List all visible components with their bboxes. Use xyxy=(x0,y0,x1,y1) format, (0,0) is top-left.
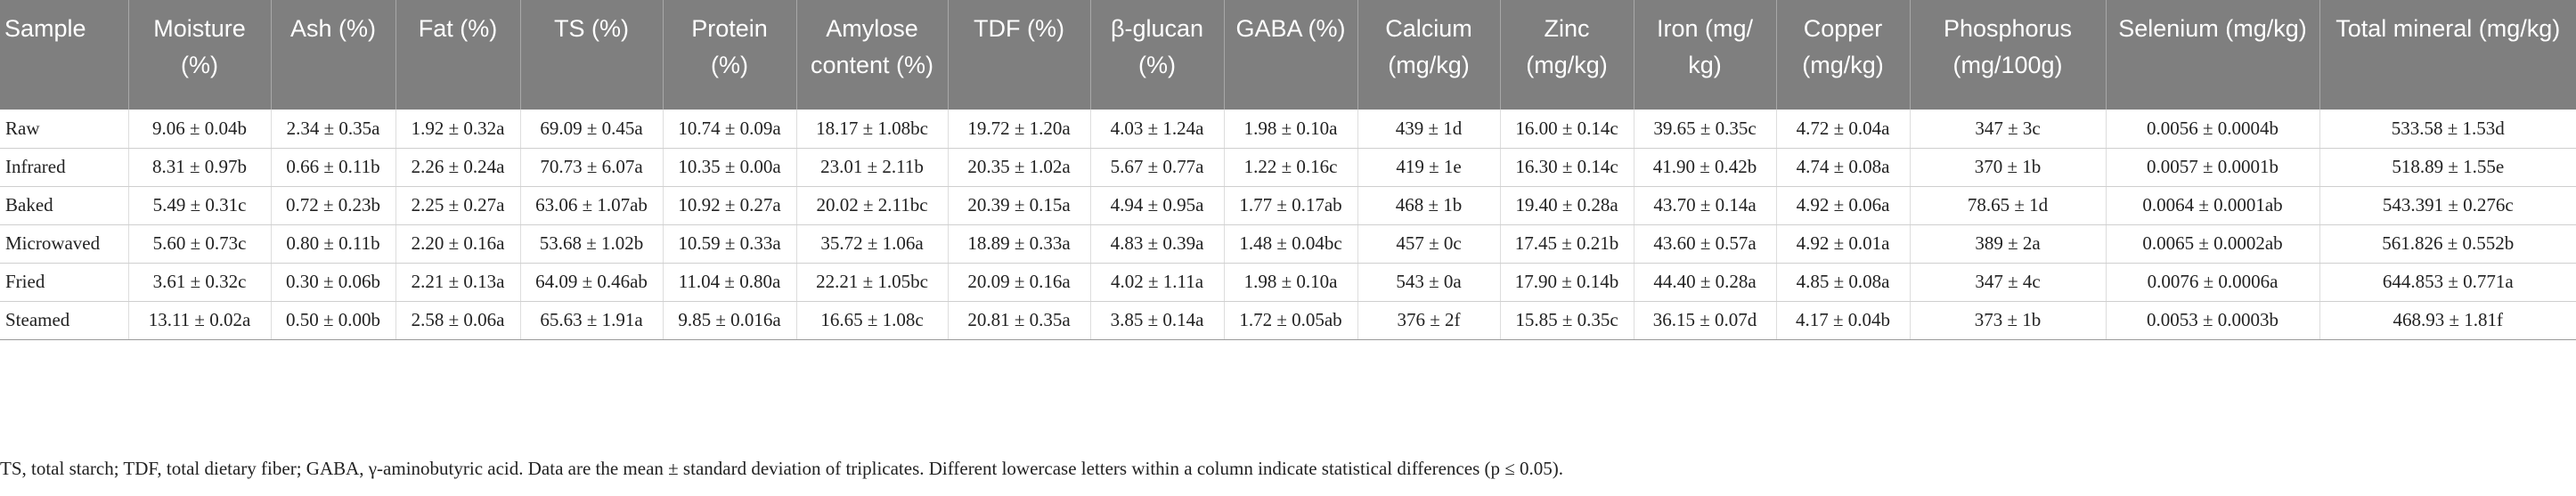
table-cell: 0.0057 ± 0.0001b xyxy=(2106,148,2319,186)
column-header-tdf: TDF (%) xyxy=(948,0,1090,110)
table-cell: 1.48 ± 0.04bc xyxy=(1224,224,1357,263)
column-header-copper: Copper (mg/kg) xyxy=(1776,0,1910,110)
table-cell: 2.58 ± 0.06a xyxy=(395,301,520,339)
table-cell: 18.89 ± 0.33a xyxy=(948,224,1090,263)
table-cell: 389 ± 2a xyxy=(1910,224,2106,263)
table-cell: 35.72 ± 1.06a xyxy=(796,224,948,263)
table-cell: 543.391 ± 0.276c xyxy=(2319,186,2576,224)
table-cell: 16.30 ± 0.14c xyxy=(1500,148,1634,186)
table-cell: 10.59 ± 0.33a xyxy=(663,224,796,263)
table-cell: 0.0076 ± 0.0006a xyxy=(2106,263,2319,301)
table-cell: 18.17 ± 1.08bc xyxy=(796,110,948,148)
table-cell: 347 ± 4c xyxy=(1910,263,2106,301)
table-cell: 4.17 ± 0.04b xyxy=(1776,301,1910,339)
table-cell: 0.0056 ± 0.0004b xyxy=(2106,110,2319,148)
table-cell: 4.74 ± 0.08a xyxy=(1776,148,1910,186)
table-cell: 13.11 ± 0.02a xyxy=(128,301,271,339)
table-cell: 63.06 ± 1.07ab xyxy=(520,186,663,224)
table-cell: 4.83 ± 0.39a xyxy=(1090,224,1224,263)
table-cell: 53.68 ± 1.02b xyxy=(520,224,663,263)
table-cell: 376 ± 2f xyxy=(1357,301,1500,339)
table-cell: 644.853 ± 0.771a xyxy=(2319,263,2576,301)
table-cell: 439 ± 1d xyxy=(1357,110,1500,148)
table-cell: 457 ± 0c xyxy=(1357,224,1500,263)
column-header-ts: TS (%) xyxy=(520,0,663,110)
table-cell: 20.09 ± 0.16a xyxy=(948,263,1090,301)
sample-name-cell: Infrared xyxy=(0,148,128,186)
table-cell: 69.09 ± 0.45a xyxy=(520,110,663,148)
table-cell: 5.60 ± 0.73c xyxy=(128,224,271,263)
column-header-protein: Protein (%) xyxy=(663,0,796,110)
column-header-zinc: Zinc (mg/kg) xyxy=(1500,0,1634,110)
table-cell: 10.92 ± 0.27a xyxy=(663,186,796,224)
table-cell: 16.00 ± 0.14c xyxy=(1500,110,1634,148)
table-cell: 1.92 ± 0.32a xyxy=(395,110,520,148)
sample-name-cell: Steamed xyxy=(0,301,128,339)
column-header-calcium: Calcium (mg/kg) xyxy=(1357,0,1500,110)
table-cell: 10.74 ± 0.09a xyxy=(663,110,796,148)
column-header-ash: Ash (%) xyxy=(271,0,395,110)
column-header-total-mineral: Total mineral (mg/kg) xyxy=(2319,0,2576,110)
table-cell: 65.63 ± 1.91a xyxy=(520,301,663,339)
table-cell: 20.81 ± 0.35a xyxy=(948,301,1090,339)
column-header-amylose: Amylose content (%) xyxy=(796,0,948,110)
column-header-gaba: GABA (%) xyxy=(1224,0,1357,110)
table-cell: 17.90 ± 0.14b xyxy=(1500,263,1634,301)
table-cell: 16.65 ± 1.08c xyxy=(796,301,948,339)
table-cell: 3.85 ± 0.14a xyxy=(1090,301,1224,339)
table-cell: 15.85 ± 0.35c xyxy=(1500,301,1634,339)
table-cell: 0.72 ± 0.23b xyxy=(271,186,395,224)
table-cell: 0.80 ± 0.11b xyxy=(271,224,395,263)
table-cell: 468.93 ± 1.81f xyxy=(2319,301,2576,339)
table-cell: 9.06 ± 0.04b xyxy=(128,110,271,148)
table-header xyxy=(0,0,2576,110)
table-cell: 8.31 ± 0.97b xyxy=(128,148,271,186)
table-cell: 43.60 ± 0.57a xyxy=(1634,224,1776,263)
table-cell: 419 ± 1e xyxy=(1357,148,1500,186)
header-row xyxy=(0,0,2576,110)
table-cell: 373 ± 1b xyxy=(1910,301,2106,339)
table-cell: 39.65 ± 0.35c xyxy=(1634,110,1776,148)
table-cell: 2.20 ± 0.16a xyxy=(395,224,520,263)
table-row xyxy=(0,148,2576,186)
table-cell: 20.35 ± 1.02a xyxy=(948,148,1090,186)
column-header-phosphorus: Phosphorus (mg/100g) xyxy=(1910,0,2106,110)
table-cell: 468 ± 1b xyxy=(1357,186,1500,224)
table-cell: 1.98 ± 0.10a xyxy=(1224,110,1357,148)
table-cell: 4.92 ± 0.06a xyxy=(1776,186,1910,224)
table-cell: 0.66 ± 0.11b xyxy=(271,148,395,186)
table-cell: 370 ± 1b xyxy=(1910,148,2106,186)
table-cell: 20.39 ± 0.15a xyxy=(948,186,1090,224)
table-cell: 22.21 ± 1.05bc xyxy=(796,263,948,301)
table-cell: 518.89 ± 1.55e xyxy=(2319,148,2576,186)
table-cell: 0.0064 ± 0.0001ab xyxy=(2106,186,2319,224)
table-cell: 2.34 ± 0.35a xyxy=(271,110,395,148)
table-cell: 0.0053 ± 0.0003b xyxy=(2106,301,2319,339)
column-header-moisture: Moisture (%) xyxy=(128,0,271,110)
table-cell: 5.67 ± 0.77a xyxy=(1090,148,1224,186)
sample-name-cell: Fried xyxy=(0,263,128,301)
table-cell: 4.92 ± 0.01a xyxy=(1776,224,1910,263)
table-cell: 9.85 ± 0.016a xyxy=(663,301,796,339)
table-cell: 19.40 ± 0.28a xyxy=(1500,186,1634,224)
table-cell: 44.40 ± 0.28a xyxy=(1634,263,1776,301)
table-cell: 23.01 ± 2.11b xyxy=(796,148,948,186)
column-header-sample: Sample xyxy=(0,0,128,110)
table-cell: 2.21 ± 0.13a xyxy=(395,263,520,301)
table-cell: 19.72 ± 1.20a xyxy=(948,110,1090,148)
column-header-beta-glucan: β-glucan (%) xyxy=(1090,0,1224,110)
table-cell: 2.26 ± 0.24a xyxy=(395,148,520,186)
table-cell: 64.09 ± 0.46ab xyxy=(520,263,663,301)
table-footnote: TS, total starch; TDF, total dietary fiber; GABA, γ-aminobutyric acid. Data are the mean ± standard deviation of triplicates. Different lowercase letters within a column indicate statistical differences (p ≤ 0.05). xyxy=(0,458,1564,479)
table-cell: 78.65 ± 1d xyxy=(1910,186,2106,224)
table-cell: 0.30 ± 0.06b xyxy=(271,263,395,301)
table-cell: 2.25 ± 0.27a xyxy=(395,186,520,224)
table-cell: 543 ± 0a xyxy=(1357,263,1500,301)
sample-name-cell: Raw xyxy=(0,110,128,148)
table-cell: 5.49 ± 0.31c xyxy=(128,186,271,224)
table-cell: 1.98 ± 0.10a xyxy=(1224,263,1357,301)
table-cell: 41.90 ± 0.42b xyxy=(1634,148,1776,186)
table-body xyxy=(0,110,2576,339)
table-cell: 1.77 ± 0.17ab xyxy=(1224,186,1357,224)
column-header-fat: Fat (%) xyxy=(395,0,520,110)
table-cell: 4.94 ± 0.95a xyxy=(1090,186,1224,224)
table-cell: 43.70 ± 0.14a xyxy=(1634,186,1776,224)
table-row xyxy=(0,301,2576,339)
table-cell: 1.72 ± 0.05ab xyxy=(1224,301,1357,339)
table-cell: 20.02 ± 2.11bc xyxy=(796,186,948,224)
table-row xyxy=(0,224,2576,263)
table-cell: 1.22 ± 0.16c xyxy=(1224,148,1357,186)
table-cell: 4.03 ± 1.24a xyxy=(1090,110,1224,148)
table-cell: 3.61 ± 0.32c xyxy=(128,263,271,301)
table-cell: 561.826 ± 0.552b xyxy=(2319,224,2576,263)
table-cell: 4.72 ± 0.04a xyxy=(1776,110,1910,148)
table-cell: 347 ± 3c xyxy=(1910,110,2106,148)
table-cell: 11.04 ± 0.80a xyxy=(663,263,796,301)
sample-name-cell: Microwaved xyxy=(0,224,128,263)
column-header-iron: Iron (mg/ kg) xyxy=(1634,0,1776,110)
table-cell: 0.50 ± 0.00b xyxy=(271,301,395,339)
table-row xyxy=(0,110,2576,148)
table-cell: 17.45 ± 0.21b xyxy=(1500,224,1634,263)
table-row xyxy=(0,186,2576,224)
sample-name-cell: Baked xyxy=(0,186,128,224)
table-cell: 4.85 ± 0.08a xyxy=(1776,263,1910,301)
table-cell: 533.58 ± 1.53d xyxy=(2319,110,2576,148)
table-cell: 70.73 ± 6.07a xyxy=(520,148,663,186)
table-cell: 10.35 ± 0.00a xyxy=(663,148,796,186)
column-header-selenium: Selenium (mg/kg) xyxy=(2106,0,2319,110)
table-cell: 36.15 ± 0.07d xyxy=(1634,301,1776,339)
table-cell: 4.02 ± 1.11a xyxy=(1090,263,1224,301)
table-row xyxy=(0,263,2576,301)
table-cell: 0.0065 ± 0.0002ab xyxy=(2106,224,2319,263)
